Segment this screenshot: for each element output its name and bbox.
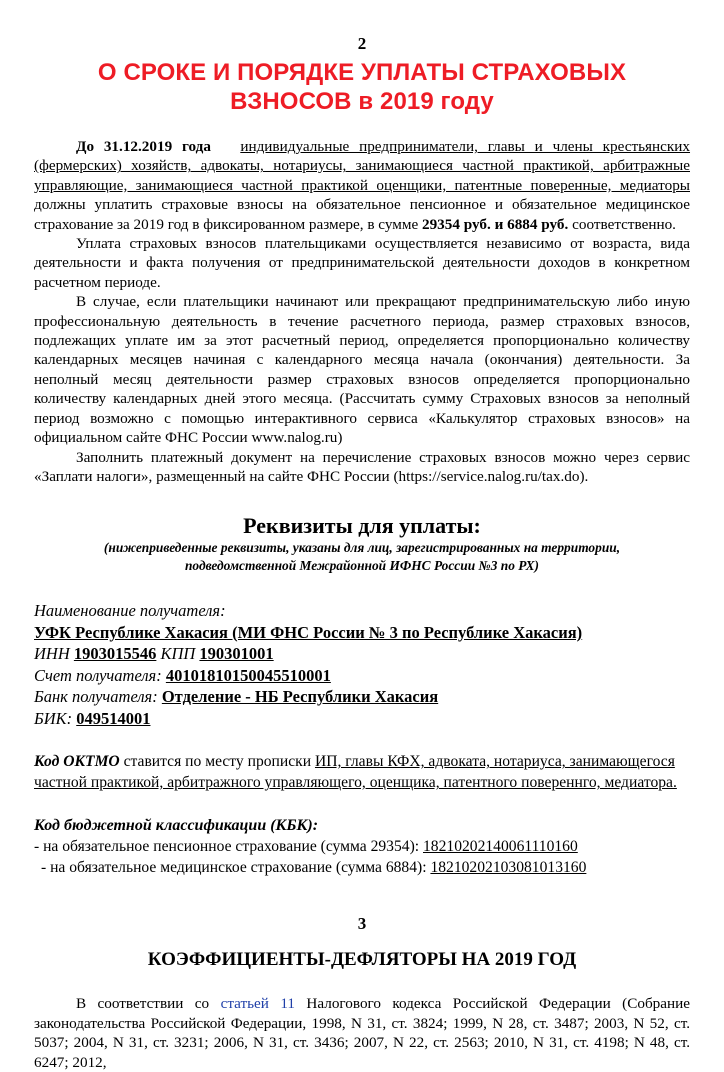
paragraph-payment-independence: Уплата страховых взносов плательщиками осуществляется независимо от возраста, вида деятельности и факта получения от предпринимательской деятельности доходов в конкретном расчетном периоде. [34,235,690,291]
bank-label: Банк получателя: [34,687,158,707]
kbk-item-medical [34,857,690,878]
paragraph-deadline-mid: должны уплатить страховые взносы на обязательное пенсионное и обязательное медицинское страхование за 2019 год в фиксированном размере, в сумме [34,196,690,233]
recipient-value: УФК Республике Хакасия (МИ ФНС России № 3 по Республике Хакасия) [34,622,583,642]
oktmo-head: Код ОКТМО [34,753,120,771]
requisite-bank-row [34,686,690,708]
kbk-block [34,815,690,878]
deflators-intro-a: В соответствии со [76,995,221,1013]
oktmo-underlined: ИП, главы КФХ, адвоката, нотариуса, занимающегося частной практикой, арбитражного управляющего, оценщика, патентного повереннго, медиатора. [34,753,677,792]
section-title-red: О СРОКЕ И ПОРЯДКЕ УПЛАТЫ СТРАХОВЫХ ВЗНОСОВ в 2019 году [97,59,627,115]
requisites-heading: Реквизиты для уплаты: [243,513,481,539]
paragraph-deflators-intro [34,994,690,1072]
kbk-item-pension-code: 18210202140061110160 [423,838,578,856]
paragraph-deadline-lead: До 31.12.2019 года [76,138,211,155]
deflators-intro-b: Налогового кодекса Российской Федерации (Собрание законодательства Российской Федерации, 1998, N 31, ст. 3824; 1999, N 28, ст. 3487; 2003, N 52, ст. 5037; 2004, N 31, ст. 3231; 2006, N 31, ст. 3436; 2007, N 22, ст. 2563; 2010, N 31, ст. 4198; N 48, ст. 6247; 2012, [34,995,691,1071]
paragraph-deadline [34,137,690,234]
paragraph-deadline-sum: 29354 руб. и 6884 руб. [421,215,569,233]
requisites-subtitle-line1: (нижеприведенные реквизиты, указаны для лиц, зарегистрированных на территории, [103,540,621,556]
paragraph-partial-period: В случае, если плательщики начинают или прекращают предпринимательскую либо иную профессиональную деятельность в течение расчетного периода, размер страховых взносов, подлежащих уплате им за этот расчетный период, определяется пропорционально количеству календарных месяцев начиная с календарного месяца начала (окончания) деятельности. За неполный месяц деятельности размер страховых взносов определяется пропорционально количеству календарных дней этого месяца. (Рассчитать сумму Страховых взносов за неполный период возможно с помощью интерактивного сервиса «Калькулятор страховых взносов» на официальном сайте ФНС России www.nalog.ru) [34,293,690,447]
kbk-heading: Код бюджетной классификации (КБК): [34,817,319,835]
account-value: 40101810150045510001 [165,665,331,685]
section-number-2: 2 [357,34,367,53]
requisite-recipient-label-row [34,600,690,622]
kpp-value: 190301001 [199,644,274,664]
paragraph-deadline-underlined: индивидуальные предприниматели, главы и члены крестьянских (фермерских) хозяйств, адвокаты, нотариусы, занимающиеся частной практикой, арбитражные управляющие, занимающиеся частной практикой оценщики, патентные поверенные, медиаторы [34,138,691,194]
kbk-item-pension-label: - на обязательное пенсионное страхование (сумма 29354): [34,838,423,856]
kbk-item-medical-label: - на обязательное медицинское страхование (сумма 6884): [41,859,431,877]
kbk-item-medical-code: 18210202103081013160 [430,859,587,877]
oktmo-plain: ставится по месту прописки [119,753,315,771]
requisite-inn-kpp-row [34,643,690,665]
inn-value: 1903015546 [73,644,157,664]
paragraph-payment-service: Заполнить платежный документ на перечисление страховых взносов можно через сервис «Заплати налоги», размещенный на сайте ФНС России (https://service.nalog.ru/tax.do). [34,448,690,485]
requisites-list [34,600,690,729]
kpp-label: КПП [160,644,196,664]
requisites-subtitle-line2: подведомственной Межрайонной ИФНС России №3 по РХ) [184,557,539,573]
bik-label: БИК: [34,708,73,728]
requisite-recipient-value-row [34,622,690,644]
oktmo-paragraph [34,751,690,793]
bank-value: Отделение - НБ Республики Хакасия [161,687,439,707]
account-label: Счет получателя: [34,665,162,685]
paragraph-deadline-tail: соответственно. [568,215,676,233]
requisite-account-row [34,665,690,687]
inn-label: ИНН [34,644,70,664]
kbk-item-pension [34,836,690,857]
section-number-3: 3 [357,914,367,934]
requisite-bik-row [34,708,690,730]
section-title-deflators: КОЭФФИЦИЕНТЫ-ДЕФЛЯТОРЫ НА 2019 ГОД [147,949,577,971]
bik-value: 049514001 [76,708,151,728]
article-11-link[interactable]: статьей 11 [220,995,295,1013]
recipient-label: Наименование получателя: [34,601,226,621]
